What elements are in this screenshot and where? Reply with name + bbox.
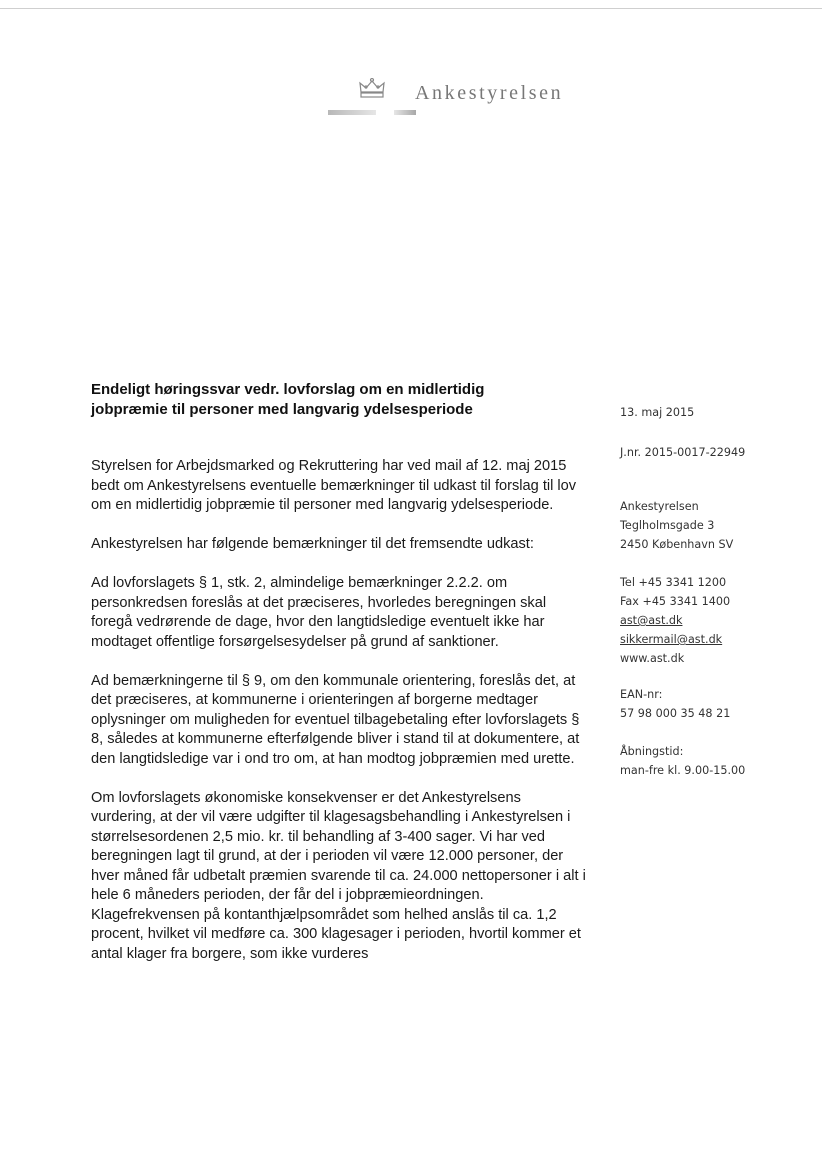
title-line-1: Endeligt høringssvar vedr. lovforslag om en midlertidig (91, 381, 485, 398)
website-link[interactable]: www.ast.dk (620, 652, 685, 665)
paragraph: Ankestyrelsen har følgende bemærkninger til det fremsendte udkast: (91, 536, 534, 552)
opening-hours-label: Åbningstid: (620, 745, 684, 758)
crown-icon (358, 78, 386, 100)
address-street: Teglholmsgade 3 (620, 519, 715, 532)
letter-date: 13. maj 2015 (620, 406, 695, 419)
letter-body (91, 457, 586, 984)
journal-number-block (620, 443, 820, 462)
ean-block (620, 685, 820, 723)
opening-hours-value: man-fre kl. 9.00-15.00 (620, 764, 746, 777)
address-block (620, 497, 820, 554)
logo-bar-left (328, 110, 376, 115)
title-line-2: jobpræmie til personer med langvarig ydelsesperiode (91, 401, 473, 418)
paragraph: Om lovforslagets økonomiske konsekvenser er det Ankestyrelsens vurdering, at der vil være udgifter til klagesagsbehandling i Ankestyrelsen i størrelsesordenen 2,5 mio. kr. til behandling af 3-400 sager. Vi har ved beregningen lagt til grund, at der i perioden vil være 12.000 personer, der hver måned får udbetalt præmien svarende til ca. 24.000 nettopersoner i alt i hele 6 måneders perioden, der får del i jobpræmieordningen. Klagefrekvensen på kontanthjælpsområdet som helhed anslås til ca. 1,2 procent, hvilket vil medføre ca. 300 klagesager i perioden, hvortil kommer et antal klager fra borgere, som ikke vurderes (91, 789, 586, 962)
top-divider (0, 8, 822, 9)
contact-block (620, 573, 820, 668)
opening-hours-block (620, 742, 820, 780)
fax-number: Fax +45 3341 1400 (620, 595, 731, 608)
ean-value: 57 98 000 35 48 21 (620, 707, 731, 720)
letter-title (91, 380, 561, 420)
secure-email-link[interactable]: sikkermail@ast.dk (620, 633, 723, 646)
letter-date-block (620, 403, 820, 422)
paragraph: Ad bemærkningerne til § 9, om den kommunale orientering, foreslås det, at det præciseres, at kommunerne i orienteringen af borgerne medtager oplysninger om muligheden for eventuel tilbagebetaling efter lovforslagets § 8, således at kommunerne efterfølgende bliver i stand til at dokumentere, at den langtidsledige var i ond tro om, at han modtog jobpræmien med urette. (91, 672, 580, 767)
ean-label: EAN-nr: (620, 688, 663, 701)
address-city: 2450 København SV (620, 538, 734, 551)
logo-bar-right (394, 110, 416, 115)
email-link[interactable]: ast@ast.dk (620, 614, 683, 627)
agency-wordmark: Ankestyrelsen (415, 82, 564, 104)
paragraph: Styrelsen for Arbejdsmarked og Rekruttering har ved mail af 12. maj 2015 bedt om Ankestyrelsens eventuelle bemærkninger til udkast til forslag til lov om en midlertidig jobpræmie til personer med langvarig ydelsesperiode. (91, 458, 577, 513)
phone-number: Tel +45 3341 1200 (620, 576, 727, 589)
journal-number: J.nr. 2015-0017-22949 (620, 446, 746, 459)
paragraph: Ad lovforslagets § 1, stk. 2, almindelige bemærkninger 2.2.2. om personkredsen foreslås at det præciseres, hvorledes beregningen skal foregå vedrørende de dage, hvor den langtidsledige eventuelt ikke har modtaget offentlige forsørgelsesydelser på grund af sanktioner. (91, 575, 547, 650)
address-name: Ankestyrelsen (620, 500, 699, 513)
